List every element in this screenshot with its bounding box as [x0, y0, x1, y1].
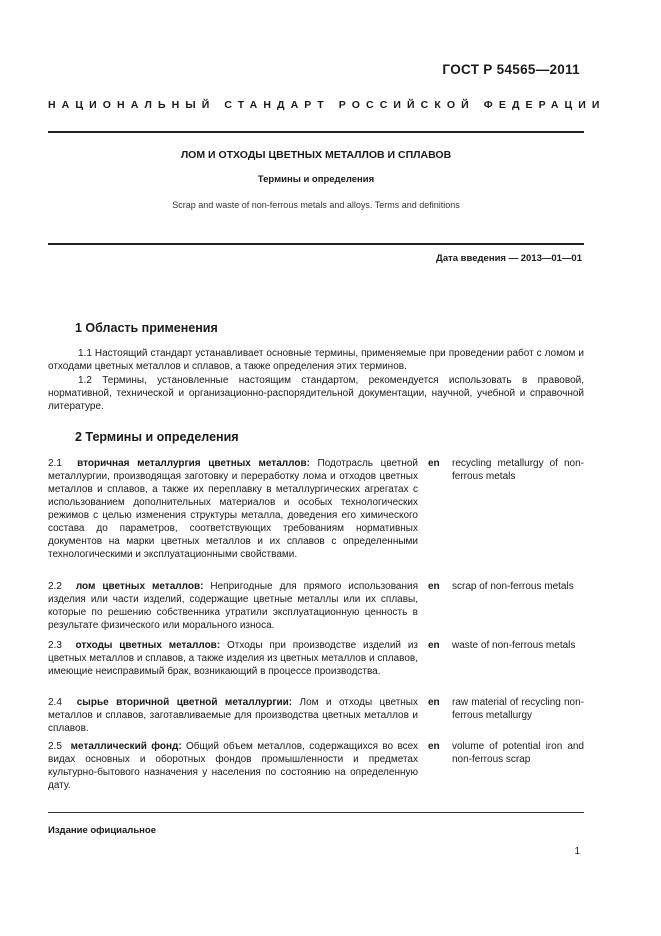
term-definition: Лом и отходы цветных металлов и сплавов, заготавливаемые для производства цветных металлов и сплавов.: [48, 697, 418, 734]
term-number: 2.3: [48, 640, 62, 651]
english-title: Scrap and waste of non-ferrous metals and alloys. Terms and definitions: [172, 200, 460, 210]
paragraph-1-1: 1.1 Настоящий стандарт устанавливает основные термины, применяемые при проведении работ с ломом и отходами цветных металлов и сплавов, а также определения этих терминов.: [48, 348, 584, 372]
term-definition-block: [48, 740, 418, 792]
official-edition-label: Издание официальное: [48, 825, 156, 836]
term-definition-block: [48, 580, 418, 632]
header-divider: [48, 131, 584, 133]
english-equivalent: recycling metallurgy of non-ferrous metals: [452, 458, 584, 482]
term-definition-block: [48, 457, 418, 561]
document-title: ЛОМ И ОТХОДЫ ЦВЕТНЫХ МЕТАЛЛОВ И СПЛАВОВ: [180, 149, 452, 161]
footer-divider: [48, 812, 584, 813]
term-number: 2.1: [48, 458, 62, 469]
section-2-heading: 2 Термины и определения: [75, 430, 239, 444]
english-equivalent: volume of potential iron and non-ferrous scrap: [452, 741, 584, 765]
document-subtitle: Термины и определения: [257, 174, 375, 185]
term-definition-block: [48, 696, 418, 735]
document-code: ГОСТ Р 54565—2011: [442, 62, 580, 77]
term-definition: Общий объем металлов, содержащихся во всех видах основных и оборотных фондов промышленности и предметах культурно-бытового назначения у населения по состоянию на определенную дату.: [48, 741, 419, 791]
language-code: en: [428, 581, 440, 592]
term-definition: Непригодные для прямого использования изделия или части изделий, содержащие цветные металлы или их сплавы, которые по решению собственника утратили эксплуатационную ценность в результате физического или морального износа.: [48, 581, 418, 631]
term-number: 2.5: [48, 741, 62, 752]
language-code: en: [428, 458, 440, 469]
term-definition: Отходы при производстве изделий из цветных металлов и сплавов, а также изделия из цветных металлов и сплавов, имеющие неисправимый брак, возникающий в процессе производства.: [48, 640, 418, 677]
english-equivalent: raw material of recycling non-ferrous metallurgy: [452, 697, 584, 721]
english-equivalent: waste of non-ferrous metals: [452, 640, 576, 651]
term-name: лом цветных металлов:: [75, 581, 204, 592]
page-number: 1: [574, 846, 580, 857]
term-definition: Подотрасль цветной металлургии, производящая заготовку и переработку лома и отходов цветных металлов и сплавов, а также их переплавку в металлургических агрегатах с использованием дополнительных материалов и особых технологических режимов с целью изменения структуры металла, доведения его химического состава до параметров, соответствующих требованиям нормативных документов на марки цветных металлов и их сплавов с определенными технологическими и эксплуатационными свойствами.: [48, 458, 418, 560]
title-divider: [48, 243, 584, 245]
language-code: en: [428, 640, 440, 651]
english-equivalent: scrap of non-ferrous metals: [452, 581, 574, 592]
term-name: металлический фонд:: [70, 741, 182, 752]
section-1-heading: 1 Область применения: [75, 321, 218, 335]
term-name: вторичная металлургия цветных металлов:: [77, 458, 310, 469]
term-name: отходы цветных металлов:: [75, 640, 221, 651]
term-number: 2.4: [48, 697, 62, 708]
paragraph-1-2: 1.2 Термины, установленные настоящим стандартом, рекомендуется использовать в правовой, нормативной, технической и организационно-распорядительной документации, научной, учебной и справочной литературе.: [48, 375, 584, 412]
introduction-date: Дата введения — 2013—01—01: [436, 253, 582, 264]
national-standard-heading: НАЦИОНАЛЬНЫЙ СТАНДАРТ РОССИЙСКОЙ ФЕДЕРАЦИИ: [48, 99, 606, 111]
term-definition-block: [48, 639, 418, 678]
language-code: en: [428, 741, 440, 752]
language-code: en: [428, 697, 440, 708]
term-name: сырье вторичной цветной металлургии:: [76, 697, 293, 708]
term-number: 2.2: [48, 581, 62, 592]
